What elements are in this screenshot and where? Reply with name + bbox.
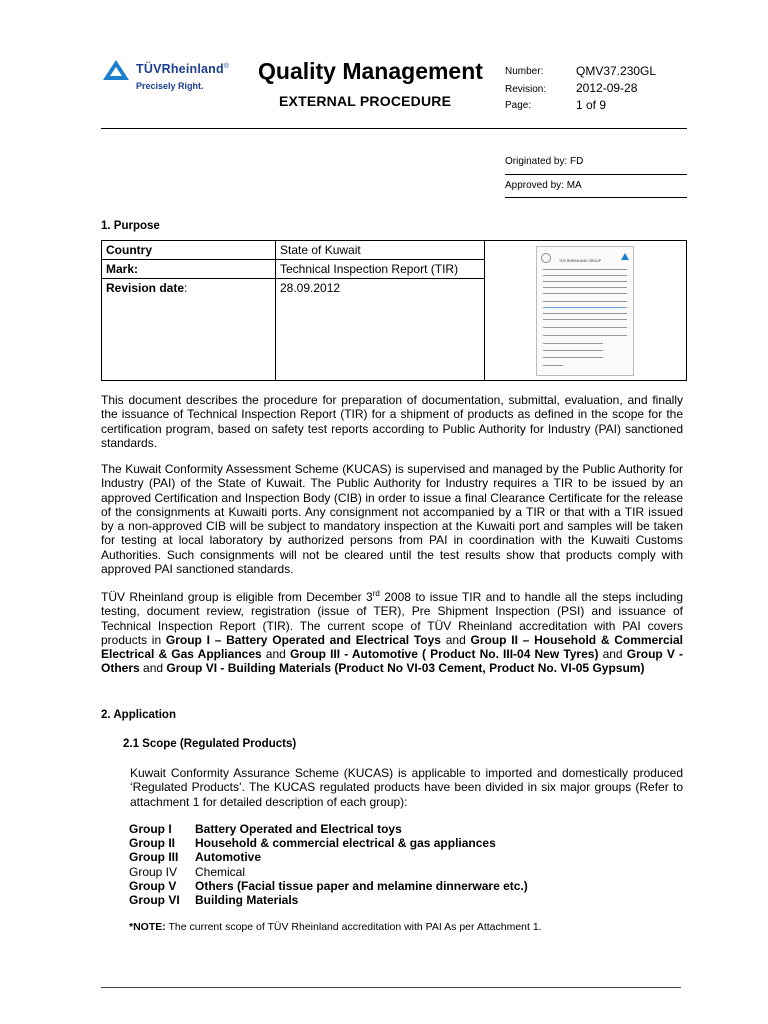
approved-divider — [505, 197, 687, 198]
scope-note: *NOTE: The current scope of TÜV Rheinland accreditation with PAI As per Attachment 1. — [129, 921, 542, 933]
paragraph-tuv-scope: TÜV Rheinland group is eligible from December 3rd 2008 to issue TIR and to handle all the steps including testing, document review, registration (issue of TER), Pre Shipment Inspection (PSI) and issuance of Technical Inspection Report (TIR). The current scope of TÜV Rheinland accreditation with PAI covers products in Group I – Battery Operated and Electrical Toys and Group II – Household & Commercial Electrical & Gas Appliances and Group III - Automotive ( Product No. III-04 New Tyres) and Group V - Others and Group VI - Building Materials (Product No VI-03 Cement, Product No. VI-05 Gypsum) — [101, 589, 683, 676]
approved-by: Approved by: MA — [505, 180, 582, 191]
group-row: Group VI Building Materials — [129, 893, 299, 908]
header-divider — [101, 128, 687, 129]
emblem-icon — [541, 253, 551, 263]
mark-value: Technical Inspection Report (TIR) — [276, 260, 485, 279]
group-row: Group IV Chemical — [129, 864, 246, 879]
document-title: Quality Management — [258, 58, 483, 84]
revision-date-label: Revision date: — [102, 279, 276, 381]
country-value: State of Kuwait — [276, 241, 485, 260]
mark-label: Mark: — [102, 260, 276, 279]
paragraph-regulated-products: Kuwait Conformity Assurance Scheme (KUCAS) is applicable to imported and domestically produced ‘Regulated Products’. The KUCAS regulated products have been divided in six major groups (Refer to attachment 1 for detailed description of each group): — [130, 766, 683, 809]
thumbnail-caption: TÜV RHEINLAND GROUP — [559, 259, 602, 263]
paragraph-intro: This document describes the procedure for preparation of documentation, submittal, evaluation, and finally the issuance of Technical Inspection Report (TIR) for a shipment of products as defined in the scope for the certification program, based on safety test reports according to Public Authority for Industry (PAI) sanctioned standards. — [101, 393, 683, 450]
page-label: Page: — [505, 100, 532, 111]
application-heading: 2. Application — [101, 709, 176, 721]
document-subtitle: EXTERNAL PROCEDURE — [279, 93, 452, 109]
tuv-mini-logo-icon — [621, 253, 629, 260]
number-value: QMV37.230GL — [576, 64, 657, 78]
footer-divider — [101, 987, 681, 988]
revision-value: 2012-09-28 — [576, 81, 638, 95]
group-row: Group II Household & commercial electrical & gas appliances — [129, 836, 496, 851]
scope-subheading: 2.1 Scope (Regulated Products) — [123, 738, 297, 750]
revision-label: Revision: — [505, 84, 547, 95]
page-value: 1 of 9 — [576, 98, 607, 112]
group-row: Group I Battery Operated and Electrical toys — [129, 822, 402, 836]
group-row: Group V Others (Facial tissue paper and melamine dinnerware etc.) — [129, 878, 528, 893]
number-label: Number: — [505, 66, 544, 77]
originated-divider — [505, 174, 687, 175]
revision-date-value: 28.09.2012 — [276, 279, 485, 381]
groups-list — [129, 822, 528, 907]
brand-tagline: Precisely Right. — [136, 81, 204, 91]
paragraph-kucas: The Kuwait Conformity Assessment Scheme (KUCAS) is supervised and managed by the Public Authority for Industry (PAI) of the State of Kuwait. The Public Authority for Industry requires a TIR to be issued by an approved Certification and Inspection Body (CIB) in order to issue a final Clearance Certificate for the release of the consignments at Kuwaiti ports. Any consignment not accompanied by a TIR or that with a TIR issued by a non-approved CIB will be subject to mandatory inspection at the Kuwaiti port and samples will be taken for testing at local laboratory by authorized persons from PAI in coordination with the Kuwaiti Customs Authorities. Such consignments will not be cleared until the test results show that products comply with approved PAI sanctioned standards. — [101, 462, 683, 577]
tir-form-thumbnail — [536, 246, 634, 376]
country-label: Country — [102, 241, 276, 260]
originated-by: Originated by: FD — [505, 156, 584, 167]
tuv-logo-icon — [101, 58, 131, 82]
purpose-heading: 1. Purpose — [101, 220, 160, 232]
brand-name: TÜVRheinland® — [136, 62, 230, 76]
group-row: Group III Automotive — [129, 850, 261, 865]
